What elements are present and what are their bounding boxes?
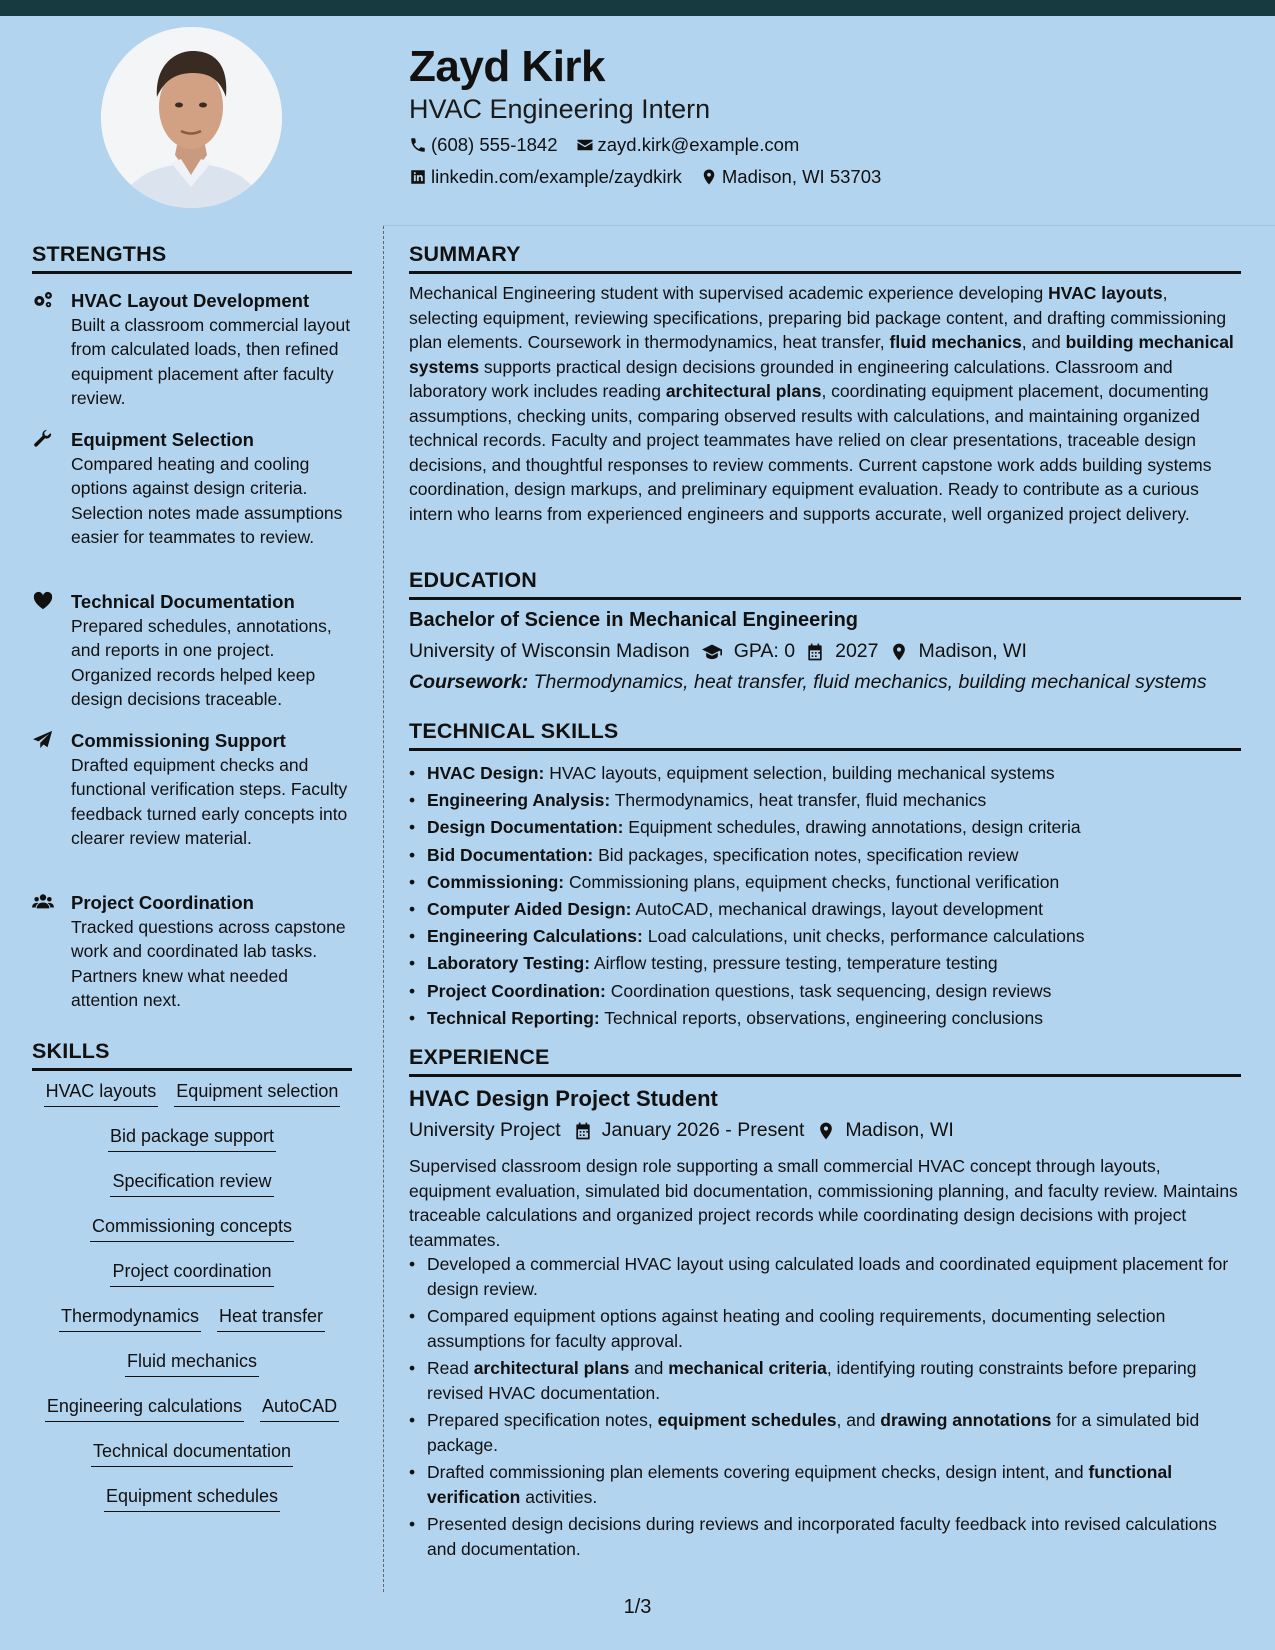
skills-heading: SKILLS — [32, 1039, 352, 1071]
location-contact — [700, 166, 881, 188]
bullet-text: , identifying routing constraints before preparing revised HVAC documentation. — [427, 1358, 1197, 1403]
summary-text-run: Mechanical Engineering student with supervised academic experience developing — [409, 283, 1049, 303]
linkedin-icon — [409, 168, 427, 186]
strength-description: Tracked questions across capstone work and coordinated lab tasks. Partners knew what needed attention next. — [71, 917, 346, 1010]
strength-item — [32, 289, 352, 410]
skill-category: Engineering Calculations: — [427, 926, 643, 947]
list-item — [409, 923, 1241, 950]
skill-row — [32, 1170, 352, 1215]
skill-category: Bid Documentation: — [427, 844, 594, 865]
skill-category: Commissioning: — [427, 871, 565, 892]
technical-skills-heading: TECHNICAL SKILLS — [409, 719, 1241, 751]
strength-title: HVAC Layout Development — [71, 290, 310, 311]
coursework-line — [409, 671, 1241, 694]
graduation-cap-icon — [700, 642, 724, 662]
bullet-text: Read — [427, 1358, 474, 1378]
list-item — [409, 950, 1241, 977]
map-pin-icon — [816, 1121, 836, 1141]
graduation-year: 2027 — [835, 640, 879, 662]
bullet-text: Presented design decisions during reviews and incorporated faculty feedback into revised calculations and documentation. — [427, 1514, 1217, 1559]
skill-chip: Project coordination — [110, 1260, 273, 1287]
skill-chip: Equipment schedules — [104, 1485, 280, 1512]
coursework-label: Coursework: — [409, 671, 529, 693]
list-item — [409, 814, 1241, 841]
experience-heading: EXPERIENCE — [409, 1045, 1241, 1077]
envelope-icon — [576, 136, 594, 154]
skill-row — [32, 1215, 352, 1260]
location-text: Madison, WI 53703 — [721, 166, 882, 187]
skill-row — [32, 1305, 352, 1350]
skill-values: Bid packages, specification notes, specification review — [593, 844, 1019, 865]
strength-item — [32, 590, 352, 711]
list-item — [409, 1460, 1241, 1509]
skill-chip: Technical documentation — [91, 1440, 293, 1467]
list-item — [409, 760, 1241, 787]
skill-chip: Bid package support — [108, 1125, 276, 1152]
skill-category: Project Coordination: — [427, 980, 606, 1001]
calendar-icon — [573, 1121, 593, 1141]
education-heading: EDUCATION — [409, 568, 1241, 600]
header-separator — [383, 225, 1275, 226]
list-item — [409, 1512, 1241, 1561]
job-title: HVAC Engineering Intern — [409, 94, 711, 124]
skill-chip: Thermodynamics — [59, 1305, 201, 1332]
phone-contact[interactable] — [409, 134, 558, 156]
skill-chip: Heat transfer — [217, 1305, 325, 1332]
strength-description: Built a classroom commercial layout from calculated loads, then refined equipment placement after faculty review. — [71, 315, 351, 408]
list-item — [409, 896, 1241, 923]
skill-values: Technical reports, observations, engineering conclusions — [599, 1007, 1044, 1028]
candidate-name: Zayd Kirk — [409, 42, 606, 91]
experience-dates: January 2026 - Present — [601, 1119, 805, 1141]
list-item — [409, 1356, 1241, 1405]
bullet-text: Drafted commissioning plan elements covering equipment checks, design intent, and — [427, 1462, 1089, 1482]
email-text: zayd.kirk@example.com — [597, 134, 800, 155]
summary-text — [409, 281, 1241, 526]
skill-values: Coordination questions, task sequencing, design reviews — [605, 980, 1052, 1001]
school-name: University of Wisconsin Madison — [409, 640, 690, 662]
skill-row — [32, 1125, 352, 1170]
school-location: Madison, WI — [918, 640, 1027, 662]
contact-row-2 — [409, 166, 899, 188]
skill-values: Equipment schedules, drawing annotations, design criteria — [623, 817, 1081, 838]
list-item — [409, 1304, 1241, 1353]
strength-description: Compared heating and cooling options against design criteria. Selection notes made assumptions easier for teammates to review. — [71, 454, 343, 547]
summary-highlight: architectural plans — [665, 381, 822, 401]
experience-location: Madison, WI — [845, 1119, 954, 1141]
education-meta — [409, 640, 1241, 663]
skill-row — [32, 1350, 352, 1395]
strength-item — [32, 891, 352, 1012]
experience-bullets — [409, 1252, 1241, 1564]
list-item — [409, 842, 1241, 869]
experience-meta — [409, 1119, 1241, 1142]
bullet-highlight: drawing annotations — [880, 1410, 1052, 1430]
skill-chip: Engineering calculations — [45, 1395, 244, 1422]
column-divider — [383, 226, 384, 1592]
linkedin-text: linkedin.com/example/zaydkirk — [431, 166, 682, 187]
summary-heading: SUMMARY — [409, 242, 1241, 274]
coursework-text: Thermodynamics, heat transfer, fluid mechanics, building mechanical systems — [528, 671, 1207, 693]
summary-text-run: , coordinating equipment placement, documenting assumptions, checking units, comparing observed results with calculations, and maintaining organized technical records. Faculty and project teammates have relied on clear presentations, traceable design decisions, and thoughtful responses to review comments. Current capstone work adds building systems coordination, design markups, and preliminary equipment evaluation. Ready to contribute as a curious intern who learns from experienced engineers and supports accurate, well organized project delivery. — [409, 381, 1212, 524]
skill-values: Thermodynamics, heat transfer, fluid mechanics — [610, 790, 987, 811]
strength-title: Commissioning Support — [71, 730, 286, 751]
summary-highlight: HVAC layouts — [1048, 283, 1163, 303]
skill-chip: Fluid mechanics — [125, 1350, 259, 1377]
strength-description: Prepared schedules, annotations, and reports in one project. Organized records helped keep design decisions traceable. — [71, 616, 332, 709]
list-item — [409, 1252, 1241, 1301]
gpa-text: GPA: 0 — [733, 640, 796, 662]
bullet-text: activities. — [520, 1486, 598, 1507]
bullet-text: Prepared specification notes, — [427, 1410, 658, 1430]
email-contact[interactable] — [576, 134, 800, 156]
skill-category: Engineering Analysis: — [427, 790, 611, 811]
skill-chip: HVAC layouts — [44, 1080, 159, 1107]
skill-chip: Equipment selection — [174, 1080, 340, 1107]
page-number: 1/3 — [623, 1596, 652, 1618]
linkedin-contact[interactable] — [409, 166, 682, 188]
list-item — [409, 787, 1241, 814]
bullet-text: , and — [836, 1410, 881, 1430]
summary-highlight: fluid mechanics — [889, 332, 1022, 352]
skills-chip-list — [32, 1080, 352, 1530]
technical-skills-list — [409, 760, 1241, 1032]
bullet-text: and — [629, 1358, 669, 1378]
map-pin-icon — [889, 642, 909, 662]
gears-icon — [32, 290, 54, 310]
skill-values: AutoCAD, mechanical drawings, layout development — [631, 899, 1043, 920]
skill-category: Laboratory Testing: — [427, 953, 591, 974]
contact-row-1 — [409, 134, 817, 156]
experience-org: University Project — [409, 1119, 561, 1141]
strength-title: Project Coordination — [71, 892, 254, 913]
skill-chip: AutoCAD — [260, 1395, 339, 1422]
skill-chip: Commissioning concepts — [90, 1215, 294, 1242]
skill-values: Commissioning plans, equipment checks, functional verification — [564, 871, 1060, 892]
bullet-highlight: architectural plans — [473, 1358, 630, 1378]
strength-title: Equipment Selection — [71, 429, 254, 450]
strengths-heading: STRENGTHS — [32, 242, 352, 274]
bullet-highlight: functional verification — [427, 1462, 1173, 1507]
skill-values: Load calculations, unit checks, performance calculations — [642, 926, 1085, 947]
strength-item — [32, 729, 352, 850]
experience-description: Supervised classroom design role supporting a small commercial HVAC concept through layouts, equipment evaluation, simulated bid documentation, commissioning planning, and faculty review. Maintains traceable calculations and organized project records while coordinating design decisions with project teammates. — [409, 1156, 1238, 1250]
summary-text-run: , and — [1021, 332, 1066, 352]
list-item — [409, 1408, 1241, 1457]
experience-role: HVAC Design Project Student — [409, 1086, 718, 1111]
bullet-text: Developed a commercial HVAC layout using calculated loads and coordinated equipment placement for design review. — [427, 1254, 1229, 1299]
skill-row — [32, 1395, 352, 1440]
skill-category: Technical Reporting: — [427, 1007, 600, 1028]
users-icon — [32, 892, 54, 912]
degree-title: Bachelor of Science in Mechanical Engineering — [409, 609, 859, 631]
strength-item — [32, 428, 352, 549]
phone-text: (608) 555-1842 — [431, 134, 558, 155]
wrench-icon — [32, 429, 54, 449]
skill-category: Design Documentation: — [427, 817, 624, 838]
heart-icon — [32, 591, 54, 611]
bullet-highlight: mechanical criteria — [668, 1358, 827, 1378]
bullet-text: Compared equipment options against heating and cooling requirements, documenting selection assumptions for faculty approval. — [427, 1306, 1166, 1351]
strength-description: Drafted equipment checks and functional verification steps. Faculty feedback turned early concepts into clearer review material. — [71, 755, 348, 848]
summary-text-run: , selecting equipment, reviewing specifications, preparing bid package content, and drafting commissioning plan elements. Coursework in thermodynamics, heat transfer, — [409, 283, 1227, 352]
skill-values: Airflow testing, pressure testing, temperature testing — [590, 953, 998, 974]
phone-icon — [409, 136, 427, 154]
bullet-text: for a simulated bid package. — [427, 1410, 1200, 1455]
skill-row — [32, 1440, 352, 1485]
strength-title: Technical Documentation — [71, 591, 295, 612]
skill-category: Computer Aided Design: — [427, 899, 632, 920]
list-item — [409, 1005, 1241, 1032]
skill-chip: Specification review — [110, 1170, 273, 1197]
skill-row — [32, 1080, 352, 1125]
skill-row — [32, 1485, 352, 1530]
skill-values: HVAC layouts, equipment selection, building mechanical systems — [544, 763, 1055, 783]
summary-highlight: building mechanical systems — [409, 332, 1234, 377]
list-item — [409, 978, 1241, 1005]
paper-plane-icon — [32, 730, 54, 750]
map-pin-icon — [700, 168, 718, 186]
profile-photo — [101, 27, 282, 208]
list-item — [409, 869, 1241, 896]
top-accent-bar — [0, 0, 1275, 16]
bullet-highlight: equipment schedules — [657, 1410, 837, 1430]
skill-row — [32, 1260, 352, 1305]
skill-category: HVAC Design: — [427, 763, 545, 783]
summary-text-run: supports practical design decisions grounded in engineering calculations. Classroom and laboratory work includes reading — [409, 356, 1173, 401]
calendar-icon — [805, 642, 825, 662]
